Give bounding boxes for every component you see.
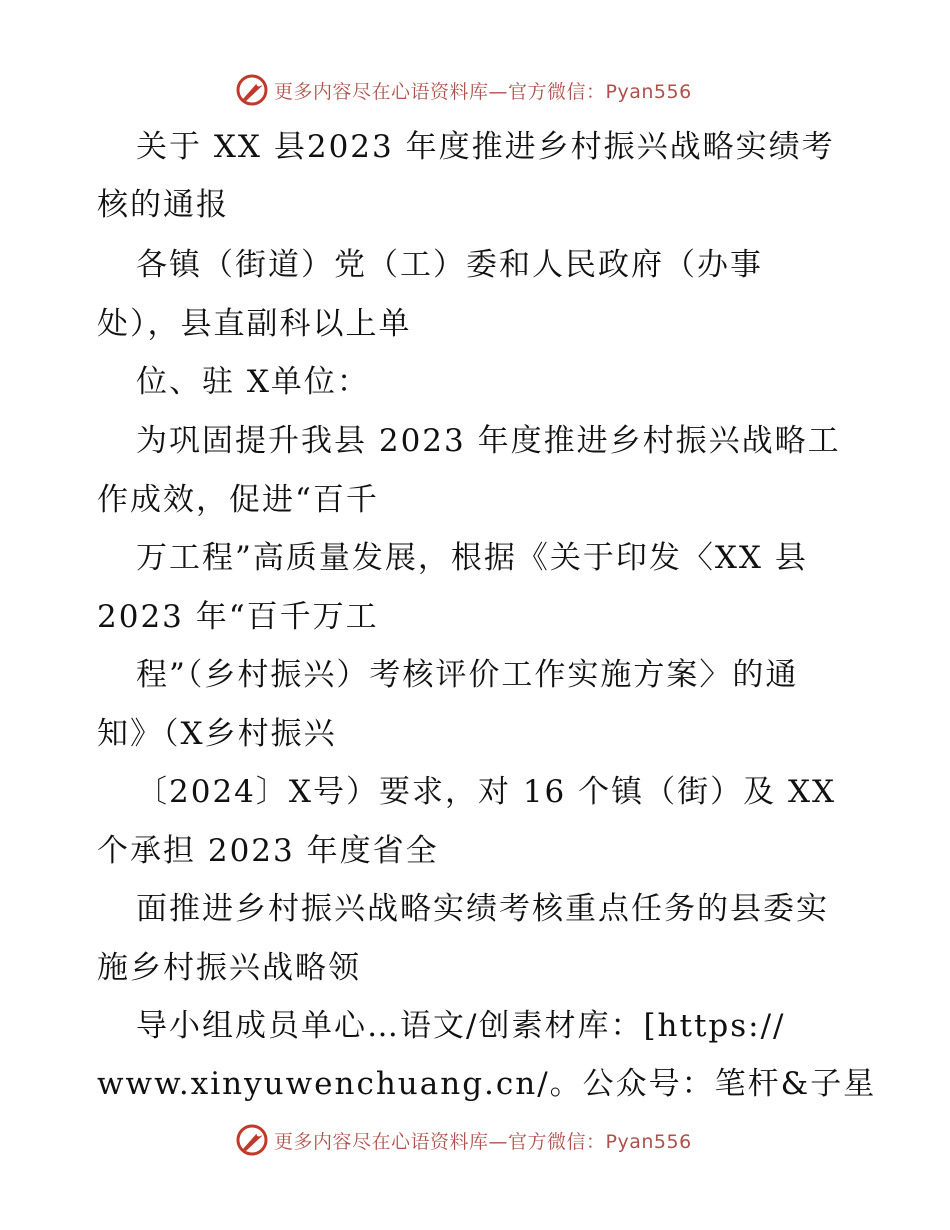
doc-line-11: 知》（X乡村振兴 bbox=[97, 716, 337, 752]
doc-line-14: 面推进乡村振兴战略实绩考核重点任务的县委实 bbox=[136, 891, 829, 927]
pen-nib-logo-icon bbox=[234, 72, 270, 108]
footer-watermark-banner bbox=[234, 1122, 692, 1158]
doc-line-7: 作成效，促进“百千 bbox=[97, 482, 379, 518]
doc-line-17: www.xinyuwenchuang.cn/。公众号：笔杆&子星 bbox=[97, 1066, 877, 1102]
doc-line-16: 导小组成员单心…语文/创素材库：[https:// bbox=[136, 1008, 786, 1044]
doc-title-line-1: 关于 XX 县2023 年度推进乡村振兴战略实绩考 bbox=[136, 129, 835, 165]
doc-title-line-2: 核的通报 bbox=[97, 187, 229, 223]
doc-line-4: 处），县直副科以上单 bbox=[97, 306, 412, 342]
header-watermark-banner bbox=[234, 72, 692, 108]
watermark-text: 更多内容尽在心语资料库—官方微信：Pyan556 bbox=[274, 80, 692, 103]
pen-nib-logo-icon bbox=[234, 1122, 270, 1158]
doc-line-5: 位、驻 X单位： bbox=[136, 364, 370, 400]
doc-line-6: 为巩固提升我县 2023 年度推进乡村振兴战略工 bbox=[136, 423, 841, 459]
doc-line-9: 2023 年“百千万工 bbox=[97, 599, 379, 635]
doc-line-15: 施乡村振兴战略领 bbox=[97, 950, 361, 986]
doc-line-8: 万工程”高质量发展，根据《关于印发〈XX 县 bbox=[136, 540, 808, 576]
doc-line-13: 个承担 2023 年度省全 bbox=[97, 833, 439, 869]
watermark-text: 更多内容尽在心语资料库—官方微信：Pyan556 bbox=[274, 1130, 692, 1153]
doc-line-12: 〔2024〕X号）要求，对 16 个镇（街）及 XX bbox=[136, 774, 837, 810]
doc-line-3: 各镇（街道）党（工）委和人民政府（办事 bbox=[136, 247, 763, 283]
doc-line-10: 程”（乡村振兴）考核评价工作实施方案〉的通 bbox=[136, 657, 799, 693]
